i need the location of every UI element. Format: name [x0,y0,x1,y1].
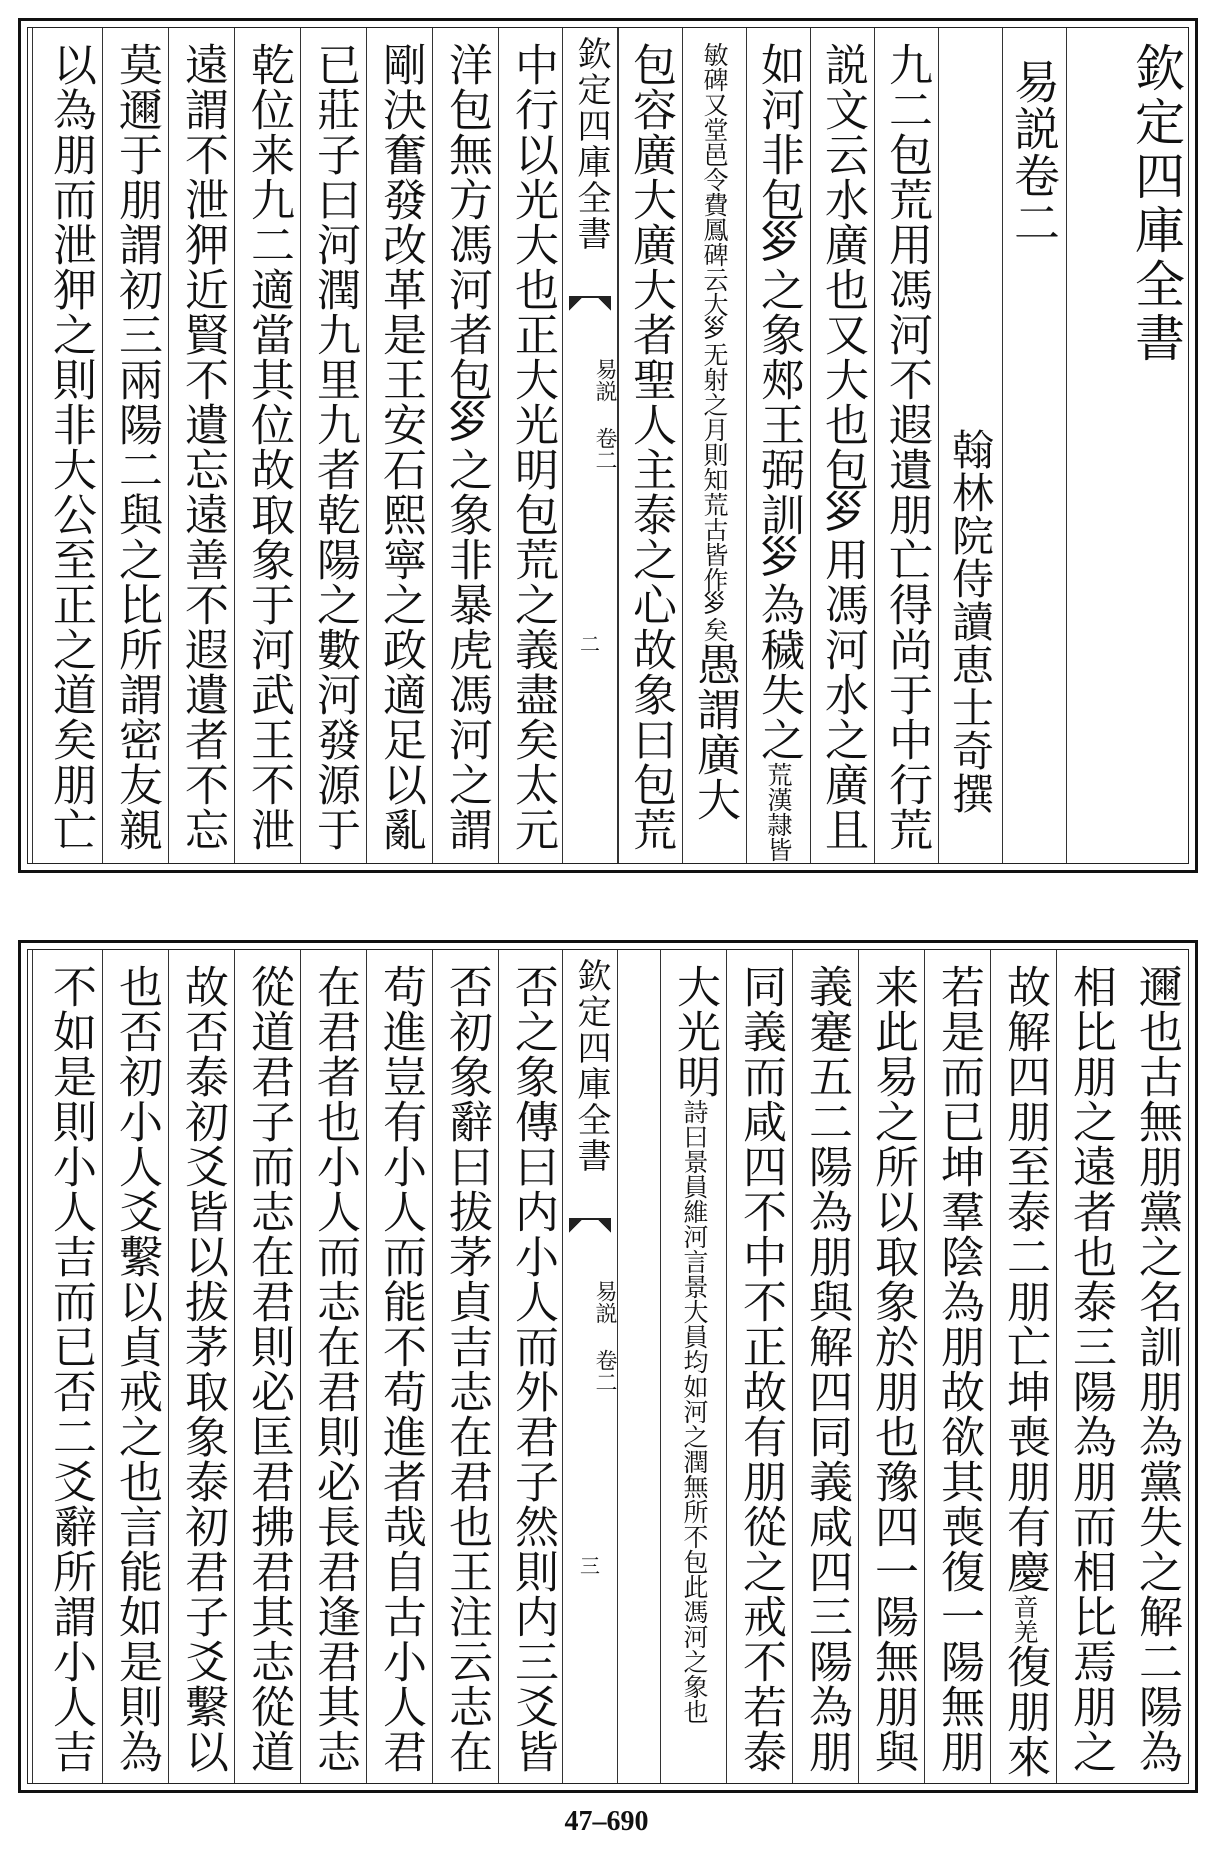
gutter-page: 三 [580,1554,600,1578]
page-bottom [18,940,1198,1793]
text-column: 遠謂不泄狎近賢不遺忘遠善不遐遺者不忘 [168,28,234,863]
page-top-frame [27,27,1189,864]
gutter-library-title: 欽定四庫全書 [571,958,611,1174]
collection-title: 欽定四庫全書 [1127,42,1185,366]
text-column: 若是而已坤羣陰為朋故欲其喪復一陽無朋 [924,950,990,1783]
text-column: 否之象傳曰内小人而外君子然則内三爻皆 [498,950,564,1783]
text-column: 苟進豈有小人而能不苟進者哉自古小人君 [366,950,432,1783]
fishtail-mark [569,1218,611,1246]
text-column: 洋包無方馮河者包𡿪之象非暴虎馮河之謂 [432,28,498,863]
text-column: 從道君子而志在君則必匡君拂君其志從道 [234,950,300,1783]
text-column: 包容廣大廣大者聖人主泰之心故象曰包荒 [618,28,682,863]
text-column: 在君者也小人而志在君則必長君逢君其志 [300,950,366,1783]
text-column: 乾位来九二適當其位故取象于河武王不泄 [234,28,300,863]
empty-column [1066,28,1124,863]
gutter-page: 二 [580,632,600,656]
page-top [18,18,1198,873]
text-column: 也否初小人爻繫以貞戒之也言能如是則為 [102,950,168,1783]
text-column: 已莊子曰河潤九里九者乾陽之數河發源于 [300,28,366,863]
fold-gutter [562,950,618,1783]
gutter-section: 易説 卷二 [592,358,617,471]
text-column: 莫邇于朋謂初三兩陽二與之比所謂密友親 [102,28,168,863]
text-column: 如河非包𡿪之象郟王弼訓𡿪為穢失之荒漢隷皆 [746,28,810,863]
page-bottom-frame [27,949,1189,1784]
text-column: 敏碑又堂邑令費鳳碑云大𡿪无射之月則知荒古皆作𡿪矣愚謂廣大 [682,28,746,863]
annotation: 敏碑又堂邑令費鳳碑云大𡿪无射之月則知荒古皆作𡿪矣 [700,42,729,642]
annotation: 音羌 [1010,1594,1039,1644]
fold-gutter [562,28,618,863]
text-column: 邇也古無朋黨之名訓朋為黨失之解二陽為 [1131,964,1182,1774]
text-column: 否初象辭曰拔茅貞吉志在君也王注云志在 [432,950,498,1783]
text-column: 故否泰初爻皆以拔茅取象泰初君子爻繫以 [168,950,234,1783]
text-column: 義蹇五二陽為朋與解四同義咸四三陽為朋 [792,950,858,1783]
text-column: 故解四朋至泰二朋亡坤喪朋有慶音羌復朋來 [990,950,1056,1783]
text-column: 九二包荒用馮河不遐遺朋亡得尚于中行荒 [874,28,938,863]
text-column: 大光明詩曰景員維河言景大員均如河之潤無所不包此馮河之象也 [660,950,726,1783]
text-column: 以為朋而泄狎之則非大公至正之道矣朋亡 [32,28,102,863]
text-column: 不如是則小人吉而已否二爻辭所謂小人吉 [32,950,102,1783]
text-column: 相比朋之遠者也泰三陽為朋而相比焉朋之 [1056,950,1122,1783]
gutter-library-title: 欽定四庫全書 [571,36,611,252]
page-number: 47–690 [564,1806,649,1837]
annotation: 荒漢隷皆 [764,762,793,862]
text-column: 中行以光大也正大光明包荒之義盡矣太元 [498,28,564,863]
annotation: 詩曰景員維河言景大員均如河之潤無所不包此馮河之象也 [680,1099,709,1724]
text-column: 来此易之所以取象於朋也豫四一陽無朋與 [858,950,924,1783]
text-column: 剛決奮發改革是王安石熙寧之政適足以亂 [366,28,432,863]
book-title: 易説卷二 [1002,28,1066,863]
gutter-section: 易説 卷二 [592,1280,617,1393]
text-column: 同義而咸四不中不正故有朋從之戒不若泰 [726,950,792,1783]
text-column: 説文云水廣也又大也包𡿪用馮河水之廣且 [810,28,874,863]
fishtail-mark [569,296,611,324]
author-line: 翰林院侍讀恵士奇撰 [938,28,1002,863]
